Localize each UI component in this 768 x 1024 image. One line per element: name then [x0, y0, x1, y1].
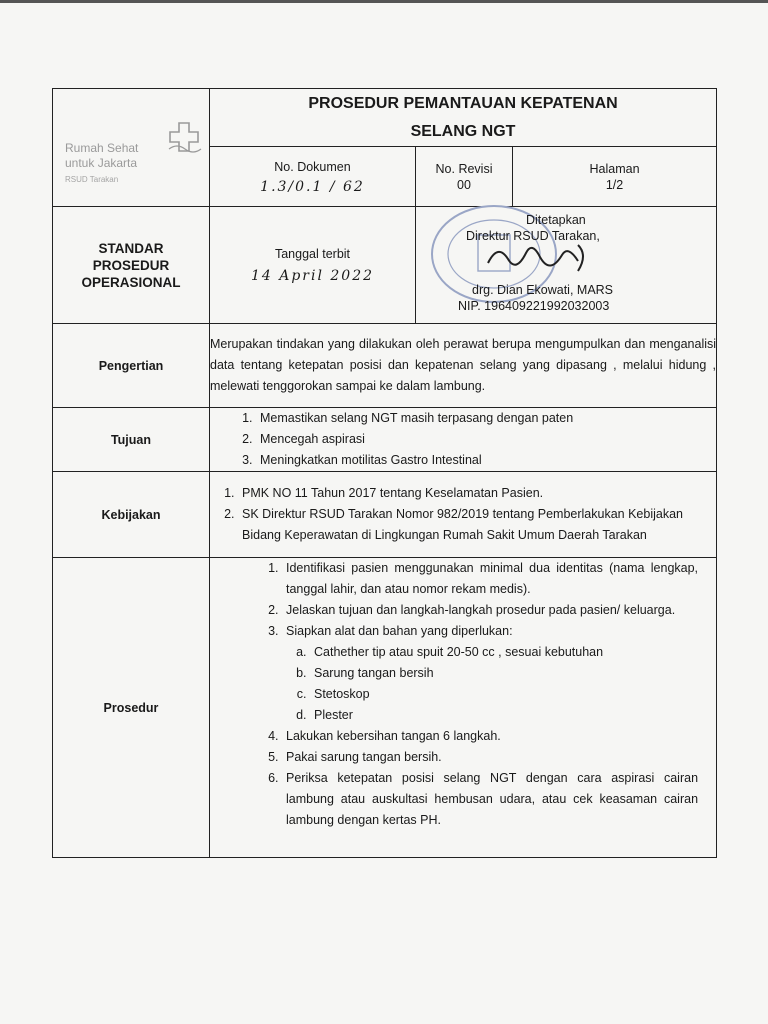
- logo-text-line3: RSUD Tarakan: [65, 175, 119, 184]
- procedure-step: 6. Periksa ketepatan posisi selang NGT dengan cara aspirasi cairan lambung atau auskultasi hembusan udara, atau cek keasaman cairan lambung dengan kertas PH.: [282, 768, 698, 831]
- policy-item: 2. SK Direktur RSUD Tarakan Nomor 982/2019 tentang Pemberlakukan Kebijakan Bidang Keperawatan di Lingkungan Rumah Sakit Umum Daerah Tarakan: [238, 504, 686, 546]
- purpose-item: 3. Meningkatkan motilitas Gastro Intestinal: [256, 450, 716, 471]
- tools-list: [286, 642, 698, 726]
- purpose-label: Tujuan: [53, 408, 210, 472]
- sop-heading-line3: OPERASIONAL: [81, 274, 181, 290]
- issue-date-cell: [210, 207, 416, 324]
- document-title-line1: PROSEDUR PEMANTAUAN KEPATENAN: [308, 94, 618, 112]
- document-number-cell: [210, 147, 416, 207]
- tool-item: b. Sarung tangan bersih: [310, 663, 698, 684]
- purpose-item: 2. Mencegah aspirasi: [256, 429, 716, 450]
- sop-document: [52, 88, 716, 858]
- document-title: [210, 89, 717, 147]
- procedure-step: 1. Identifikasi pasien menggunakan minimal dua identitas (nama lengkap, tanggal lahir, dan atau nomor rekam medis).: [282, 558, 698, 600]
- policy-item: 1. PMK NO 11 Tahun 2017 tentang Keselamatan Pasien.: [238, 483, 686, 504]
- tool-item: c. Stetoskop: [310, 684, 698, 705]
- purpose-list-cell: [210, 408, 717, 472]
- policy-label: Kebijakan: [53, 472, 210, 558]
- issue-date-label: Tanggal terbit: [274, 247, 351, 261]
- procedure-step-text: Siapkan alat dan bahan yang diperlukan:: [286, 624, 513, 638]
- page-number-cell: [513, 147, 717, 207]
- procedure-label: Prosedur: [53, 558, 210, 858]
- hospital-logo-cell: [53, 89, 210, 207]
- policy-list-cell: [210, 472, 717, 558]
- approval-ditetapkan: Ditetapkan: [526, 213, 586, 227]
- policy-list: [210, 483, 716, 546]
- approval-nip: NIP. 196409221992032003: [458, 299, 610, 313]
- sop-heading-line1: STANDAR: [98, 240, 164, 256]
- document-title-line2: SELANG NGT: [410, 122, 516, 140]
- procedure-step: 4. Lakukan kebersihan tangan 6 langkah.: [282, 726, 698, 747]
- approval-position: Direktur RSUD Tarakan,: [466, 229, 600, 243]
- definition-text: Merupakan tindakan yang dilakukan oleh perawat berupa mengumpulkan dan menganalisi data tentang ketepatan posisi dan kepatenan selang yang dipasang , melalui hidung , melewati tenggorokan sampai ke dalam lambung.: [210, 324, 717, 408]
- approval-name: drg. Dian Ekowati, MARS: [472, 283, 614, 297]
- page-number-value: 1/2: [605, 177, 624, 192]
- purpose-item: 1. Memastikan selang NGT masih terpasang dengan paten: [256, 408, 716, 429]
- revision-number-value: 00: [457, 177, 471, 192]
- logo-text-line2: untuk Jakarta: [65, 156, 138, 170]
- issue-date-value: 14 April 2022: [250, 268, 375, 284]
- procedure-step: 2. Jelaskan tujuan dan langkah-langkah prosedur pada pasien/ keluarga.: [282, 600, 698, 621]
- sop-table: [52, 88, 717, 858]
- document-number-value: 1.3/0.1 / 62: [260, 178, 365, 195]
- revision-number-label: No. Revisi: [435, 161, 493, 176]
- sop-heading-line2: PROSEDUR: [92, 257, 170, 273]
- approval-signature-cell: [416, 207, 717, 324]
- procedure-list-cell: [210, 558, 717, 858]
- logo-text-line1: Rumah Sehat: [65, 141, 139, 155]
- tool-item: d. Plester: [310, 705, 698, 726]
- definition-label: Pengertian: [53, 324, 210, 408]
- document-number-label: No. Dokumen: [274, 159, 351, 174]
- procedure-step: 5. Pakai sarung tangan bersih.: [282, 747, 698, 768]
- procedure-list: [210, 558, 716, 831]
- scan-edge: [0, 0, 768, 3]
- sop-heading: [53, 207, 210, 324]
- page-number-label: Halaman: [589, 161, 640, 176]
- hospital-cross-logo-icon: [165, 119, 205, 157]
- revision-number-cell: [416, 147, 513, 207]
- procedure-step-tools: [282, 621, 698, 726]
- tool-item: a. Cathether tip atau spuit 20-50 cc , sesuai kebutuhan: [310, 642, 698, 663]
- purpose-list: [210, 408, 716, 471]
